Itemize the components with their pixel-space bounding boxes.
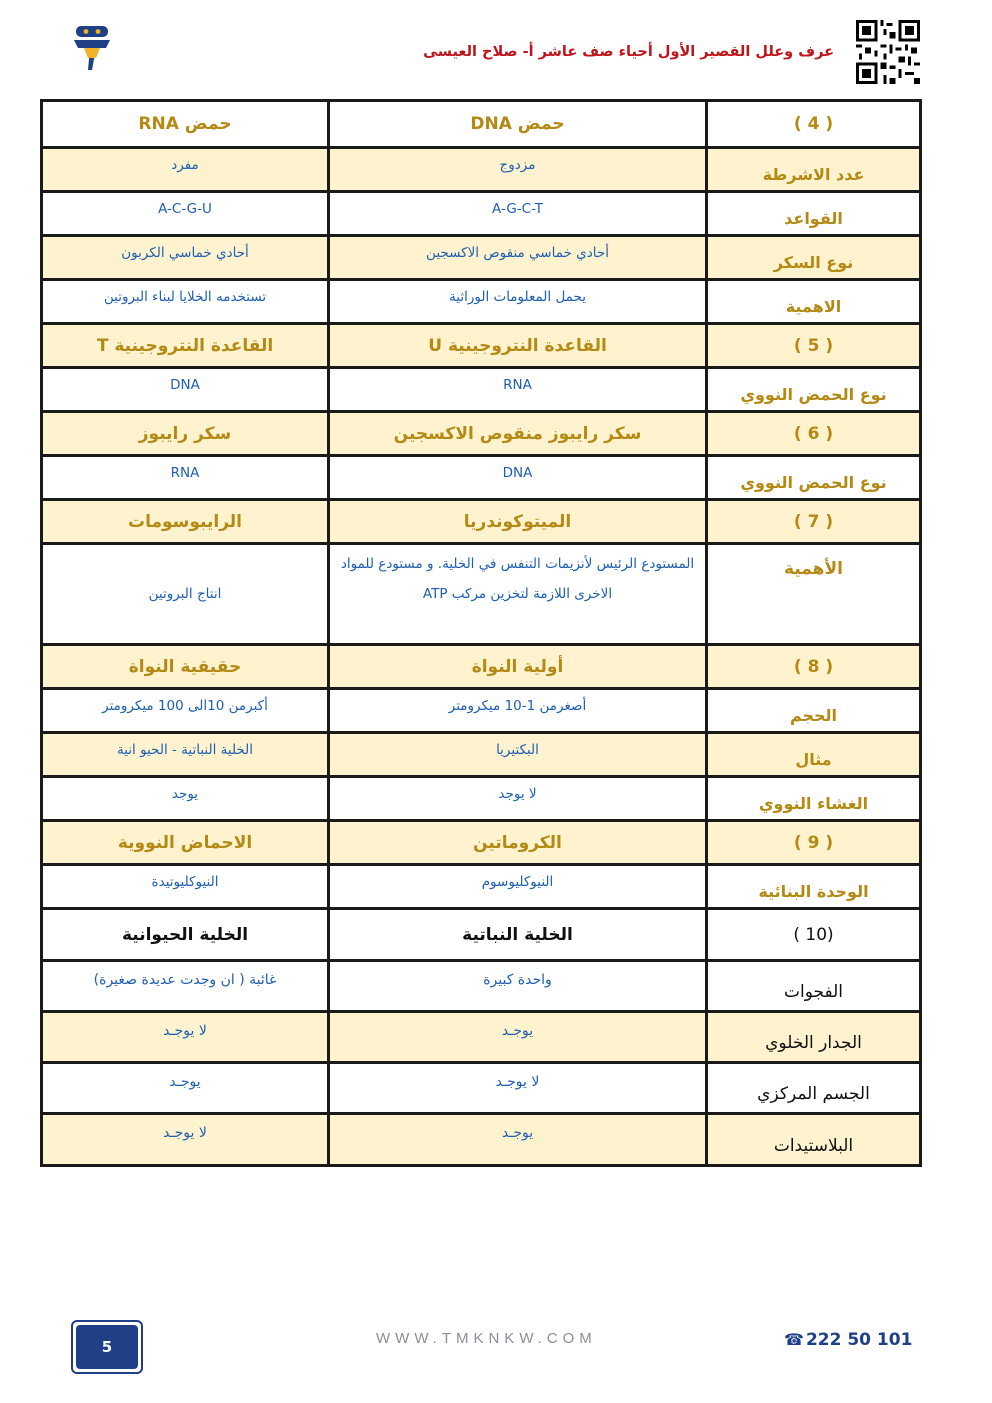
table-row bbox=[42, 821, 921, 865]
cell-right: أحادي خماسي منقوص الاكسجين bbox=[329, 236, 707, 280]
table-row bbox=[42, 1114, 921, 1166]
cell-right: القاعدة النتروجينية U bbox=[329, 324, 707, 368]
table-row bbox=[42, 961, 921, 1012]
row-label: الجسم المركزي bbox=[707, 1063, 921, 1114]
cell-left: لا يوجـد bbox=[42, 1114, 329, 1166]
comparison-table bbox=[40, 99, 922, 1167]
table-row bbox=[42, 101, 921, 148]
cell-right: واحدة كبيرة bbox=[329, 961, 707, 1012]
tmk-logo-icon bbox=[70, 22, 114, 74]
row-label: ( 4 ) bbox=[707, 101, 921, 148]
qr-code-icon bbox=[856, 20, 920, 84]
table-row bbox=[42, 544, 921, 645]
table-row bbox=[42, 1012, 921, 1063]
cell-left: تستخدمه الخلايا لبناء البروتين bbox=[42, 280, 329, 324]
cell-left: حمض RNA bbox=[42, 101, 329, 148]
cell-right: الميتوكوندريا bbox=[329, 500, 707, 544]
row-label: ( 5 ) bbox=[707, 324, 921, 368]
cell-right: المستودع الرئيس لأنزيمات التنفس في الخلية. و مستودع للمواد الاخرى اللازمة لتخزين مركب ATP bbox=[329, 544, 707, 645]
row-label: (10 ) bbox=[707, 909, 921, 961]
cell-left: DNA bbox=[42, 368, 329, 412]
cell-right: لا يوجـد bbox=[329, 1063, 707, 1114]
cell-right: RNA bbox=[329, 368, 707, 412]
row-label: الحجم bbox=[707, 689, 921, 733]
page-number: 5 bbox=[76, 1325, 138, 1369]
table-row bbox=[42, 192, 921, 236]
row-label: الأهمية bbox=[707, 544, 921, 645]
table-row bbox=[42, 909, 921, 961]
cell-left: الخلية النباتية - الحيو انية bbox=[42, 733, 329, 777]
cell-left: RNA bbox=[42, 456, 329, 500]
row-label: الفجوات bbox=[707, 961, 921, 1012]
row-label: نوع الحمض النووي bbox=[707, 456, 921, 500]
phone-number: 222 50 101 bbox=[805, 1330, 913, 1350]
cell-left: غائبة ( ان وجدت عديدة صغيرة) bbox=[42, 961, 329, 1012]
table-row bbox=[42, 777, 921, 821]
row-label: الغشاء النووي bbox=[707, 777, 921, 821]
row-label: نوع السكر bbox=[707, 236, 921, 280]
table-row bbox=[42, 148, 921, 192]
row-label: عدد الاشرطة bbox=[707, 148, 921, 192]
table-row bbox=[42, 865, 921, 909]
table-row bbox=[42, 236, 921, 280]
table-row bbox=[42, 456, 921, 500]
cell-left: A-C-G-U bbox=[42, 192, 329, 236]
row-label: ( 8 ) bbox=[707, 645, 921, 689]
row-label: القواعد bbox=[707, 192, 921, 236]
header-title: عرف وعلل القصير الأول أحياء صف عاشر أ- صلاح العيسى bbox=[423, 44, 834, 60]
cell-left: الاحماض النووية bbox=[42, 821, 329, 865]
row-label: الاهمية bbox=[707, 280, 921, 324]
table-row bbox=[42, 500, 921, 544]
phone-number-block bbox=[784, 1330, 912, 1350]
cell-right: مزدوج bbox=[329, 148, 707, 192]
cell-right: البكتيريا bbox=[329, 733, 707, 777]
cell-right: A-G-C-T bbox=[329, 192, 707, 236]
cell-left: القاعدة النتروجينية T bbox=[42, 324, 329, 368]
cell-right: أصغرمن 1-10 ميكرومتر bbox=[329, 689, 707, 733]
cell-right: يحمل المعلومات الوراثية bbox=[329, 280, 707, 324]
row-label: ( 6 ) bbox=[707, 412, 921, 456]
table-row bbox=[42, 280, 921, 324]
row-label: الجدار الخلوي bbox=[707, 1012, 921, 1063]
cell-right: DNA bbox=[329, 456, 707, 500]
cell-right: حمض DNA bbox=[329, 101, 707, 148]
row-label: البلاستيدات bbox=[707, 1114, 921, 1166]
cell-right: لا يوجد bbox=[329, 777, 707, 821]
row-label: مثال bbox=[707, 733, 921, 777]
row-label: ( 9 ) bbox=[707, 821, 921, 865]
cell-right: النيوكليوسوم bbox=[329, 865, 707, 909]
cell-left: أحادي خماسي الكربون bbox=[42, 236, 329, 280]
cell-right: يوجـد bbox=[329, 1114, 707, 1166]
website-url: WWW.TMKNKW.COM bbox=[376, 1330, 597, 1347]
table-row bbox=[42, 689, 921, 733]
cell-left: حقيقية النواة bbox=[42, 645, 329, 689]
cell-left: الرايبوسومات bbox=[42, 500, 329, 544]
phone-icon: ☎ bbox=[784, 1330, 804, 1349]
page-number-badge bbox=[71, 1320, 143, 1374]
row-label: الوحدة البنائية bbox=[707, 865, 921, 909]
cell-left: يوجـد bbox=[42, 1063, 329, 1114]
cell-left: النيوكليوتيدة bbox=[42, 865, 329, 909]
table-row bbox=[42, 324, 921, 368]
cell-left: مفرد bbox=[42, 148, 329, 192]
table-row bbox=[42, 645, 921, 689]
cell-left: انتاج البروتين bbox=[42, 544, 329, 645]
cell-right: يوجـد bbox=[329, 1012, 707, 1063]
cell-left: أكبرمن 10الى 100 ميكرومتر bbox=[42, 689, 329, 733]
table-row bbox=[42, 368, 921, 412]
cell-left: لا يوجـد bbox=[42, 1012, 329, 1063]
cell-right: أولية النواة bbox=[329, 645, 707, 689]
cell-right: سكر رايبوز منقوص الاكسجين bbox=[329, 412, 707, 456]
table-row bbox=[42, 412, 921, 456]
cell-right: الخلية النباتية bbox=[329, 909, 707, 961]
table-row bbox=[42, 1063, 921, 1114]
row-label: ( 7 ) bbox=[707, 500, 921, 544]
cell-right: الكروماتين bbox=[329, 821, 707, 865]
row-label: نوع الحمض النووي bbox=[707, 368, 921, 412]
cell-left: الخلية الحيوانية bbox=[42, 909, 329, 961]
cell-left: سكر رايبوز bbox=[42, 412, 329, 456]
table-row bbox=[42, 733, 921, 777]
cell-left: يوجد bbox=[42, 777, 329, 821]
